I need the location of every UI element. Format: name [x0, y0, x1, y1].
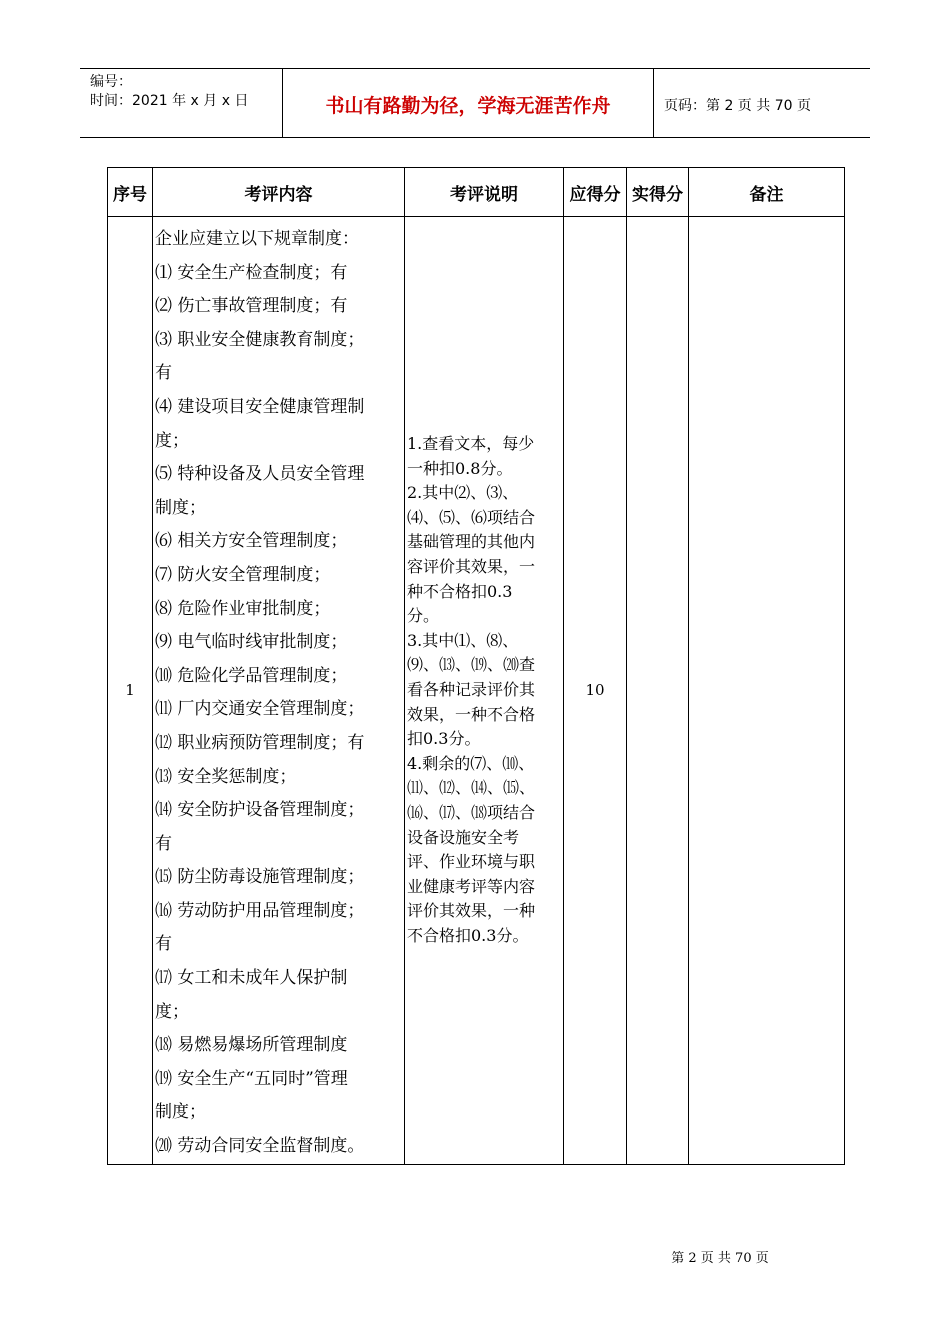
content-line: ⑷ 建设项目安全健康管理制	[155, 396, 365, 417]
content-line: ⑶ 职业安全健康教育制度；	[155, 329, 365, 350]
content-line: ⑼ 电气临时线审批制度；	[155, 632, 348, 653]
header-content: 考评内容	[153, 168, 405, 217]
date-label: 时间：2021 年 x 月 x 日	[90, 93, 249, 109]
explanation-line: 不合格扣0.3分。	[407, 925, 529, 945]
header-divider	[653, 69, 654, 137]
table-row	[108, 217, 845, 1165]
explanation-line: 评、作业环境与职	[407, 852, 536, 872]
row-explanation	[405, 217, 564, 1165]
header-page-info: 页码：第 2 页 共 70 页	[664, 98, 811, 114]
explanation-lines	[405, 432, 563, 948]
content-line: 有	[155, 363, 172, 384]
explanation-line: 1.查看文本，每少	[407, 434, 535, 454]
header-score-due: 应得分	[564, 168, 627, 217]
table-header-row	[108, 168, 845, 217]
explanation-line: 分。	[407, 606, 440, 626]
content-line: ⒀ 安全奖惩制度；	[155, 766, 297, 787]
header-explanation: 考评说明	[405, 168, 564, 217]
content-line: 企业应建立以下规章制度：	[155, 229, 359, 249]
content-line: ⒇ 劳动合同安全监督制度。	[155, 1136, 365, 1157]
explanation-line: 4.剩余的⑺、⑽、	[407, 753, 535, 773]
explanation-line: 容评价其效果，一	[407, 557, 536, 577]
explanation-line: 看各种记录评价其	[407, 680, 536, 700]
header-score-actual: 实得分	[627, 168, 689, 217]
content-line: ⑺ 防火安全管理制度；	[155, 564, 331, 585]
content-line: ⑴ 安全生产检查制度；有	[155, 262, 348, 283]
explanation-line: 业健康考评等内容	[407, 876, 536, 896]
row-content	[153, 217, 405, 1165]
explanation-line: 扣0.3分。	[407, 729, 481, 749]
explanation-line: 3.其中⑴、⑻、	[407, 630, 519, 650]
explanation-line: 一种扣0.8分。	[407, 458, 513, 478]
content-line: ⒄ 女工和未成年人保护制	[155, 968, 348, 989]
content-line: ⑸ 特种设备及人员安全管理	[155, 464, 365, 485]
content-line: 制度；	[155, 497, 206, 518]
content-line: 有	[155, 833, 172, 854]
explanation-line: ⒃、⒄、⒅项结合	[407, 802, 536, 822]
content-line: ⑽ 危险化学品管理制度；	[155, 665, 348, 686]
header-motto: 书山有路勤为径，学海无涯苦作舟	[325, 95, 611, 117]
page-footer: 第 2 页 共 70 页	[671, 1251, 769, 1266]
header-meta	[90, 73, 248, 111]
explanation-line: 评价其效果，一种	[407, 901, 536, 921]
row-score-due: 10	[564, 217, 627, 1165]
header-remarks: 备注	[689, 168, 845, 217]
content-line: ⑻ 危险作业审批制度；	[155, 598, 331, 619]
evaluation-table	[107, 167, 845, 1165]
explanation-line: 种不合格扣0.3	[407, 581, 513, 601]
row-remarks	[689, 217, 845, 1165]
row-score-actual	[627, 217, 689, 1165]
content-line: ⒅ 易燃易爆场所管理制度	[155, 1035, 348, 1056]
content-line: 有	[155, 934, 172, 955]
content-line: ⑵ 伤亡事故管理制度；有	[155, 296, 348, 317]
row-seq: 1	[108, 217, 153, 1165]
explanation-line: 基础管理的其他内	[407, 532, 536, 552]
content-line: ⑹ 相关方安全管理制度；	[155, 531, 348, 552]
header-seq: 序号	[108, 168, 153, 217]
page-header	[80, 68, 870, 138]
content-lines	[153, 223, 404, 1164]
content-line: 度；	[155, 430, 189, 451]
explanation-line: 2.其中⑵、⑶、	[407, 483, 519, 503]
number-label: 编号：	[90, 74, 132, 90]
content-line: ⒆ 安全生产“五同时”管理	[155, 1068, 348, 1089]
explanation-line: ⑷、⑸、⑹项结合	[407, 507, 536, 527]
explanation-line: 效果，一种不合格	[407, 704, 536, 724]
explanation-line: ⑾、⑿、⒁、⒂、	[407, 778, 536, 798]
content-line: 制度；	[155, 1102, 206, 1123]
content-line: ⒃ 劳动防护用品管理制度；	[155, 900, 365, 921]
explanation-line: ⑼、⒀、⒆、⒇查	[407, 655, 536, 675]
content-line: ⒁ 安全防护设备管理制度；	[155, 800, 365, 821]
content-line: ⑾ 厂内交通安全管理制度；	[155, 699, 365, 720]
content-line: ⒂ 防尘防毒设施管理制度；	[155, 867, 365, 888]
explanation-line: 设备设施安全考	[407, 827, 520, 847]
content-line: 度；	[155, 1001, 189, 1022]
content-line: ⑿ 职业病预防管理制度；有	[155, 732, 365, 753]
